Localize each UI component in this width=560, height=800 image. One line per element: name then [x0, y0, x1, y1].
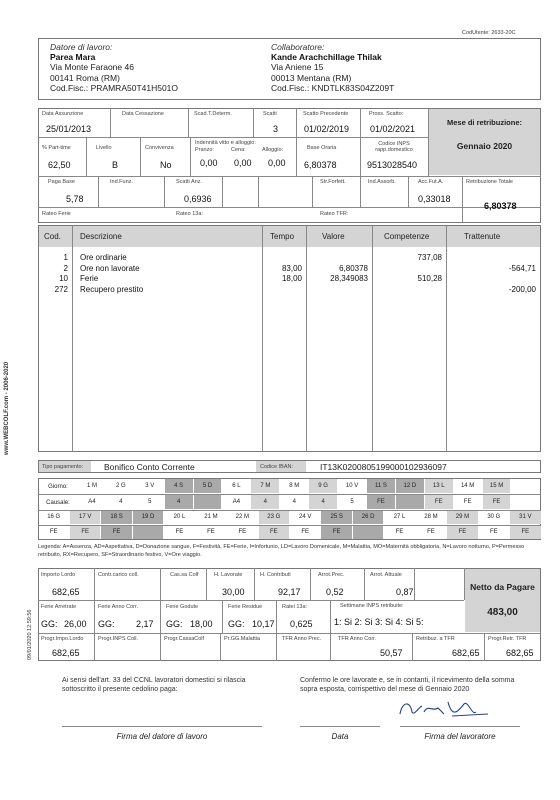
calendar-reason: 4	[119, 499, 123, 505]
contrib-hours-label: H. Contributi	[260, 572, 291, 578]
calendar-reason: FE	[70, 526, 100, 539]
calendar-reason: FE	[238, 529, 247, 535]
seniority-value: 0,6936	[184, 194, 212, 204]
row-earnings: 510,28	[417, 274, 442, 283]
remaining-holidays-gg: GG:	[228, 619, 245, 629]
col-earnings: Competenze	[384, 232, 430, 241]
tfr-accrual-label: Rateo TFR:	[320, 211, 349, 217]
used-holidays-value: 18,00	[190, 619, 213, 629]
calendar-day: 27 L	[393, 514, 406, 520]
thirteenth-label: Ratei 13a:	[282, 604, 308, 610]
colf-fund-label: Cas.sa Colf	[170, 572, 199, 578]
hourly-base-value: 6,80378	[304, 160, 337, 170]
allowance-label: Indennità vitto e alloggio:	[195, 140, 256, 146]
parttime-label: % Part-time	[42, 145, 71, 151]
row-earnings: 737,08	[417, 253, 442, 262]
calendar-day: 2 G	[116, 483, 126, 489]
tfr-current-value: 50,57	[380, 648, 403, 658]
calendar-reason: FE	[447, 526, 477, 539]
cohabitation-label: Convivenza	[145, 145, 174, 151]
hours-worked-value: 30,00	[222, 587, 245, 597]
base-pay-value: 5,78	[66, 194, 84, 204]
date-label: Data	[331, 732, 349, 741]
worker-label: Collaboratore:	[271, 42, 325, 52]
worker-name: Kande Arachchillage Thilak	[271, 52, 382, 62]
calendar-day: 23 G	[259, 511, 289, 524]
cohabitation-value: No	[160, 160, 172, 170]
calendar-day: 15 M	[483, 479, 511, 493]
calendar-day: 20 L	[173, 514, 186, 520]
lunch-label: Pranzo:	[195, 147, 214, 153]
employer-street: Via Monte Faraone 46	[50, 62, 134, 72]
calendar-day: 29 M	[447, 511, 477, 524]
row-deductions: -200,00	[508, 284, 536, 294]
row-time: 18,00	[281, 274, 302, 283]
employer-name: Parea Mara	[50, 52, 96, 62]
calendar-day: 5 D	[194, 479, 222, 493]
calendar-day: 1 M	[86, 483, 97, 489]
used-holidays-gg: GG:	[166, 619, 183, 629]
calendar-day: 16 G	[47, 514, 61, 520]
calendar-reason: FE	[49, 529, 58, 535]
parttime-value: 62,50	[48, 160, 71, 170]
row-value: 6,80378	[339, 263, 368, 273]
employer-fiscal: Cod.Fisc.: PRAMRA50T41H501O	[50, 83, 179, 93]
hours-worked-label: H. Lavorate	[214, 572, 243, 578]
level-label: Livello	[96, 145, 112, 151]
calendar-day: 18 S	[101, 511, 131, 524]
future-advance-label: Acc.Fut.A.	[418, 179, 444, 185]
worker-signature	[392, 694, 512, 724]
row-code: 272	[54, 284, 68, 294]
calendar-day: 14 M	[460, 483, 475, 489]
steps-value: 3	[273, 124, 279, 134]
tfr-pay-value: 682,65	[452, 648, 480, 658]
calendar-reason: 4	[292, 499, 296, 505]
calendar-reason: FE	[427, 529, 435, 535]
calendar-reason: 5	[148, 499, 152, 505]
remaining-holidays-value: 10,17	[252, 619, 275, 629]
progr-gross-label: Progr.Impo.Lordo	[41, 636, 84, 642]
footer-right-text: Confermo le ore lavorate e, se in contanti, il ricevimento della somma sopra esposta, corrispettivo del mese di Gennaio 2020	[300, 677, 515, 693]
tfr-pay-label: Retribuz. a TFR	[416, 636, 455, 642]
employer-signature-label: Firma del datore di lavoro	[116, 732, 208, 741]
base-pay-label: Paga Base	[48, 179, 75, 185]
row-description: Ore non lavorate	[80, 263, 140, 273]
row-code: 2	[63, 263, 68, 273]
calendar-day: 19 D	[133, 511, 163, 524]
next-step-value: 01/02/2021	[370, 124, 416, 134]
row-code: 10	[59, 274, 68, 283]
month-value: Gennaio 2020	[456, 141, 513, 151]
calendar-day: 24 V	[299, 514, 312, 520]
hourly-base-label: Base Oraria	[307, 145, 337, 151]
calendar-reason: FE	[510, 526, 540, 539]
calendar-reason	[353, 526, 383, 539]
net-pay-box	[465, 569, 540, 632]
calendar-reason: 4	[309, 495, 337, 509]
calendar-day: 22 M	[235, 514, 250, 520]
future-advance-value: 0,33018	[418, 194, 451, 204]
col-time: Tempo	[270, 232, 295, 241]
progr-inps-label: Progr.INPS Coll.	[98, 636, 139, 642]
calendar-reason: 4	[251, 495, 279, 509]
calendar-day-label: Giorno:	[48, 484, 68, 490]
calendar-day: 30 G	[487, 514, 501, 520]
worker-contrib-label: Contr.carico coll.	[98, 572, 139, 578]
calendar-reason: FE	[395, 529, 404, 535]
worker-city: 00013 Mentana (RM)	[271, 72, 352, 83]
past-holidays-gg: GG:	[41, 619, 58, 629]
calendar-reason: FE	[207, 529, 215, 535]
calendar-day: 3 V	[145, 483, 155, 489]
contrib-hours-value: 92,17	[278, 587, 301, 597]
iban-label: Codice IBAN:	[260, 464, 294, 470]
col-value: Valore	[322, 232, 345, 241]
thirteenth-value: 0,625	[290, 619, 313, 629]
calendar-reason	[133, 526, 163, 539]
calendar-day: 4 S	[165, 479, 193, 493]
lodging-value: 0,00	[268, 158, 286, 168]
calendar-day: 13 L	[425, 479, 453, 493]
termination-date-label: Data Cessazione	[122, 111, 164, 117]
gross-amount-label: Importo Lordo	[41, 572, 76, 578]
side-timestamp: 09/01/2020 12:59:56	[27, 609, 33, 660]
next-step-label: Pross. Scatto:	[369, 111, 404, 117]
calendar-reason: FE	[490, 529, 498, 535]
calendar-reason: FE	[259, 526, 289, 539]
prev-rounding-label: Arrot.Prec.	[318, 572, 345, 578]
calendar-reason: FE	[483, 495, 511, 509]
current-rounding-value: 0,87	[396, 587, 414, 597]
function-allowance-label: Ind.Funz.	[110, 179, 133, 185]
legend: Legenda: A=Assenza, AD=Aspettativa, D=Donazione sangue, F=Festività, FE=Ferie, I=Infortunio, LD=Lavoro Domenicale, M=Malattia, MO=Maternità obbligatoria, N=Lavoro notturno, P=Permesso retribuito, RX=Recupero, SF=Straordinario festivo, V=Ore viaggio.	[38, 544, 525, 558]
worker-signature-label: Firma del lavoratore	[424, 732, 496, 741]
prev-rounding-value: 0,52	[326, 587, 344, 597]
calendar-day: 11 S	[367, 479, 395, 493]
net-pay-value: 483,00	[487, 607, 518, 618]
inps-code-value: 9513028540	[367, 160, 418, 170]
col-description: Descrizione	[80, 232, 122, 241]
iban-value: IT13K0200805199000102936097	[320, 462, 447, 472]
calendar-reason: FE	[101, 526, 131, 539]
calendar-reason: FE	[463, 499, 472, 505]
calendar-reason: FE	[175, 529, 184, 535]
progr-gross-value: 682,65	[52, 648, 80, 658]
progr-tfr-value: 682,65	[506, 648, 534, 658]
used-holidays-label: Ferie Godute	[166, 604, 199, 610]
worker-block	[271, 42, 394, 94]
calendar-reason	[396, 495, 424, 509]
calendar-reason: FE	[367, 495, 395, 509]
inps-code-label: Codice INPS rapp.domestico	[375, 141, 413, 153]
level-value: B	[112, 160, 119, 170]
calendar-reason-label: Causale:	[46, 500, 70, 506]
calendar-day: 21 M	[204, 514, 218, 520]
inps-weeks-label: Settimane INPS retribuite:	[340, 603, 404, 609]
footer-left-text: Ai sensi dell'art. 33 del CCNL lavoratori domestici si rilascia sottoscritto il presente cedolino paga:	[62, 677, 246, 693]
progr-illness-label: Pr.GG.Malattia	[224, 636, 261, 642]
row-description: Recupero prestito	[80, 284, 144, 294]
calendar-reason: FE	[301, 529, 310, 535]
payment-type-label: Tipo pagamento:	[42, 464, 84, 470]
side-website: www.WEBCOLF.com - 2006-2020	[4, 361, 10, 455]
calendar-reason: FE	[425, 495, 453, 509]
lunch-value: 0,00	[200, 158, 218, 168]
calendar-day: 10 V	[345, 483, 359, 489]
document-code: CodUtente: 2633-20C	[462, 30, 516, 36]
month-label: Mese di retribuzione:	[446, 118, 522, 127]
absorb-allowance-label: Ind.Assorb.	[368, 179, 396, 185]
progr-tfr-label: Progr.Retr. TFR	[488, 636, 527, 642]
current-holidays-label: Ferie Anno Corr.	[98, 604, 139, 610]
total-pay-value: 6,80378	[484, 201, 517, 211]
payment-type-value: Bonifico Conto Corrente	[104, 462, 195, 472]
hire-date-label: Data Assunzione	[42, 111, 84, 117]
col-code: Cod.	[44, 232, 61, 241]
current-holidays-value: 2,17	[136, 619, 154, 629]
thirteenth-accrual-label: Rateo 13a:	[176, 211, 203, 217]
calendar-reason: 4	[165, 495, 193, 509]
fixed-term-label: Scad.T.Determ.	[194, 111, 232, 117]
past-holidays-label: Ferie Arretrate	[41, 604, 77, 610]
past-holidays-value: 26,00	[64, 619, 87, 629]
lodging-label: Alloggio:	[262, 147, 284, 153]
calendar-day: 25 S	[321, 511, 351, 524]
employer-label: Datore di lavoro:	[50, 42, 113, 52]
row-deductions: -564,71	[508, 263, 536, 273]
calendar-day: 28 M	[424, 514, 438, 520]
calendar-reason: A4	[232, 499, 241, 505]
prev-step-value: 01/02/2019	[304, 124, 350, 134]
net-pay-label: Netto da Pagare	[470, 582, 535, 592]
calendar-reason: FE	[321, 526, 351, 539]
steps-label: Scatti	[263, 111, 277, 117]
row-value: 28,349083	[330, 274, 368, 283]
tfr-prev-label: TFR Anno Prec.	[282, 636, 322, 642]
dinner-label: Cena:	[231, 147, 246, 153]
progr-fund-label: Progr.CassaColf	[164, 636, 205, 642]
hire-date-value: 25/01/2013	[46, 124, 92, 134]
worker-street: Via Aniene 15	[271, 62, 324, 72]
calendar-day: 9 G	[309, 479, 337, 493]
employer-city: 00141 Roma (RM)	[50, 72, 120, 83]
calendar-day: 7 M	[251, 479, 279, 493]
total-pay-label: Retribuzione Totale	[466, 179, 513, 185]
gross-amount-value: 682,65	[52, 587, 80, 597]
current-holidays-gg: GG:	[98, 619, 115, 629]
calendar-reason: 5	[350, 499, 354, 505]
remaining-holidays-label: Ferie Residue	[228, 604, 263, 610]
seniority-label: Scatti Anz.	[176, 179, 202, 185]
worker-fiscal: Cod.Fisc.: KNDTLK83S04Z209T	[271, 83, 395, 93]
calendar-reason	[194, 495, 222, 509]
inps-weeks-value: 1: Si 2: Si 3: Si 4: Si 5:	[334, 617, 424, 627]
calendar-day: 17 V	[70, 511, 100, 524]
calendar-day: 6 L	[232, 483, 241, 489]
row-description: Ferie	[80, 274, 99, 283]
holiday-accrual-label: Rateo Ferie	[42, 211, 71, 217]
col-deductions: Trattenute	[464, 232, 501, 241]
row-description: Ore ordinarie	[80, 253, 127, 262]
row-code: 1	[63, 253, 68, 262]
employer-block	[50, 42, 178, 94]
tfr-current-label: TFR Anno Corr.	[338, 636, 377, 642]
calendar-day: 26 D	[353, 511, 383, 524]
calendar-reason: A4	[88, 499, 96, 505]
prev-step-label: Scatto Precedente	[303, 111, 349, 117]
current-rounding-label: Arrot. Attuale	[370, 572, 402, 578]
flat-overtime-label: Str.Forfett.	[320, 179, 346, 185]
calendar-day: 8 M	[289, 483, 300, 489]
calendar-day: 31 V	[510, 511, 540, 524]
dinner-value: 0,00	[234, 158, 252, 168]
row-time: 83,00	[281, 263, 302, 273]
calendar-day: 12 D	[396, 479, 424, 493]
